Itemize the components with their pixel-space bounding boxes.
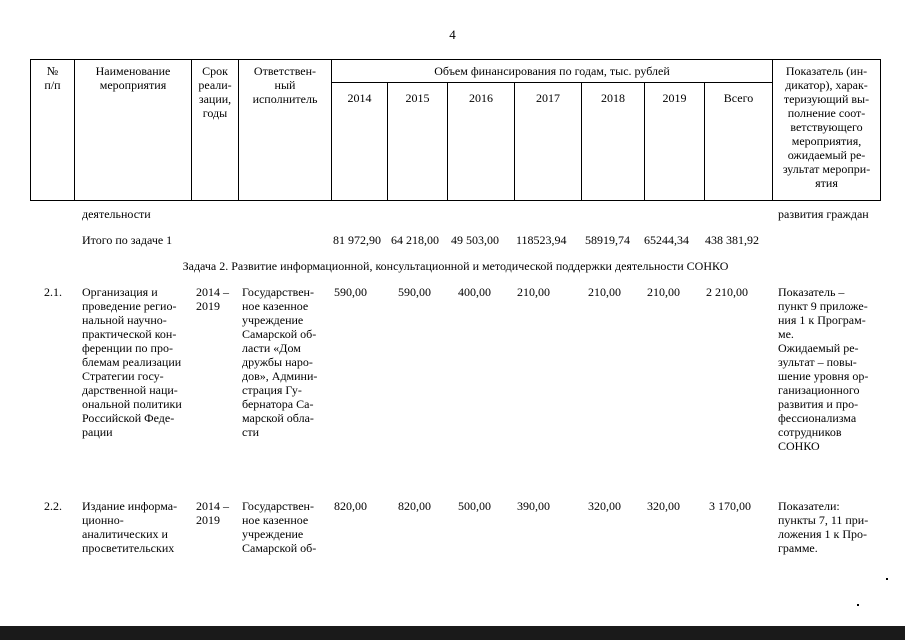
- row-executor-line: бернатора Са-: [242, 397, 314, 411]
- row-number: 2.2.: [44, 499, 62, 513]
- row-value: 390,00: [517, 499, 550, 513]
- row-name-line: проведение регио-: [82, 299, 177, 313]
- row-value: 210,00: [588, 285, 621, 299]
- continuation-indicator: развития граждан: [778, 207, 869, 221]
- row-executor-line: ное казенное: [242, 299, 309, 313]
- scan-speck: [857, 604, 859, 606]
- header-year: 2014: [347, 91, 372, 105]
- row-executor-line: марской обла-: [242, 411, 314, 425]
- row-executor-line: дов», Админи-: [242, 369, 318, 383]
- total-value: 49 503,00: [451, 233, 499, 247]
- row-total-value: 2 210,00: [706, 285, 748, 299]
- row-name-line: дарственной наци-: [82, 383, 178, 397]
- row-indicator-line: Ожидаемый ре-: [778, 341, 859, 355]
- row-executor-line: страция Гу-: [242, 383, 302, 397]
- row-value: 210,00: [647, 285, 680, 299]
- row-name-line: ференции по про-: [82, 341, 173, 355]
- row-name-line: рации: [82, 425, 113, 439]
- row-indicator-line: пункт 9 приложе-: [778, 299, 868, 313]
- row-indicator-line: фессионализма: [778, 411, 857, 425]
- row-name-line: Российской Феде-: [82, 411, 175, 425]
- continuation-name: деятельности: [82, 207, 151, 221]
- scan-speck: [886, 578, 888, 580]
- row-indicator-line: СОНКО: [778, 439, 820, 453]
- header-indicator: Показатель (ин- дикатор), харак- теризующий вы- полнение соот- ветствующего мероприятия, ожидаемый ре- зультат меропри- ятия: [782, 64, 871, 190]
- row-indicator-line: ганизационного: [778, 383, 860, 397]
- row-indicator-line: шение уровня ор-: [778, 369, 869, 383]
- header-executor: Ответствен- ный исполнитель: [252, 64, 318, 106]
- row-executor-line: дружбы наро-: [242, 355, 313, 369]
- row-indicator: [778, 499, 878, 555]
- header-year: 2018: [601, 91, 625, 105]
- row-indicator-line: грамме.: [778, 541, 818, 555]
- header-no: № п/п: [44, 64, 61, 92]
- row-name-line: нальной научно-: [82, 313, 167, 327]
- row-indicator-line: зультат – повы-: [778, 355, 857, 369]
- row-executor-line: сти: [242, 425, 259, 439]
- header-year: 2019: [662, 91, 687, 105]
- scan-edge-bar: [0, 626, 905, 640]
- row-indicator-line: Показатели:: [778, 499, 840, 513]
- total-value: 438 381,92: [705, 233, 759, 247]
- row-executor-line: Самарской об-: [242, 541, 317, 555]
- page-number: 4: [449, 27, 456, 42]
- row-indicator-line: ме.: [778, 327, 794, 341]
- row-name-line: ональной политики: [82, 397, 182, 411]
- header-year: 2015: [405, 91, 430, 105]
- row-executor-line: Государствен-: [242, 285, 314, 299]
- row-value: 590,00: [334, 285, 367, 299]
- col-border: [331, 59, 332, 201]
- row-indicator: [778, 285, 878, 453]
- row-name: [82, 499, 188, 555]
- header-year: 2017: [536, 91, 560, 105]
- row-value: 320,00: [647, 499, 680, 513]
- row-name-line: просветительских: [82, 541, 175, 555]
- row-indicator-line: пункты 7, 11 при-: [778, 513, 869, 527]
- row-indicator-line: Показатель –: [778, 285, 845, 299]
- row-term-line: 2019: [196, 513, 220, 527]
- header-top-border: [30, 59, 881, 60]
- row-executor: [242, 285, 326, 439]
- row-executor-line: учреждение: [242, 313, 304, 327]
- row-executor-line: Самарской об-: [242, 327, 317, 341]
- total-value: 118523,94: [516, 233, 567, 247]
- row-name-line: блемам реализации: [82, 355, 182, 369]
- row-total-value: 3 170,00: [709, 499, 751, 513]
- funding-subheader-border: [331, 82, 772, 83]
- row-term-line: 2014 –: [196, 499, 229, 513]
- total-value: 64 218,00: [391, 233, 439, 247]
- row-value: 400,00: [458, 285, 491, 299]
- total-value: 58919,74: [585, 233, 630, 247]
- header-term: Срок реали- зации, годы: [198, 64, 232, 120]
- task-heading: Задача 2. Развитие информационной, консультационной и методической поддержки деятельности СОНКО: [182, 259, 729, 273]
- row-name-line: Организация и: [82, 285, 158, 299]
- total-value: 81 972,90: [333, 233, 381, 247]
- row-term: [196, 285, 238, 313]
- row-value: 210,00: [517, 285, 550, 299]
- row-indicator-line: сотрудников: [778, 425, 842, 439]
- row-executor-line: ное казенное: [242, 513, 309, 527]
- row-name-line: аналитических и: [82, 527, 168, 541]
- row-executor-line: ласти «Дом: [242, 341, 301, 355]
- row-value: 500,00: [458, 499, 491, 513]
- row-indicator-line: развития и про-: [778, 397, 859, 411]
- row-name: [82, 285, 188, 439]
- row-value: 320,00: [588, 499, 621, 513]
- header-bottom-border: [30, 200, 881, 201]
- row-indicator-line: ния 1 к Програм-: [778, 313, 866, 327]
- total-value: 65244,34: [644, 233, 689, 247]
- row-term-line: 2019: [196, 299, 220, 313]
- row-executor-line: учреждение: [242, 527, 304, 541]
- row-name-line: Стратегии госу-: [82, 369, 164, 383]
- row-executor: [242, 499, 326, 555]
- row-term-line: 2014 –: [196, 285, 229, 299]
- header-year: 2016: [469, 91, 493, 105]
- header-funding-group: Объем финансирования по годам, тыс. рублей: [434, 64, 670, 78]
- row-name-line: ционно-: [82, 513, 124, 527]
- row-value: 590,00: [398, 285, 431, 299]
- header-name: Наименование мероприятия: [95, 64, 171, 92]
- total-label: Итого по задаче 1: [82, 233, 173, 247]
- header-total: Всего: [723, 91, 754, 105]
- row-value: 820,00: [398, 499, 431, 513]
- row-indicator-line: ложения 1 к Про-: [778, 527, 868, 541]
- row-executor-line: Государствен-: [242, 499, 314, 513]
- row-term: [196, 499, 238, 527]
- col-border: [880, 59, 881, 201]
- row-name-line: практической кон-: [82, 327, 177, 341]
- row-value: 820,00: [334, 499, 367, 513]
- row-number: 2.1.: [44, 285, 62, 299]
- row-name-line: Издание информа-: [82, 499, 178, 513]
